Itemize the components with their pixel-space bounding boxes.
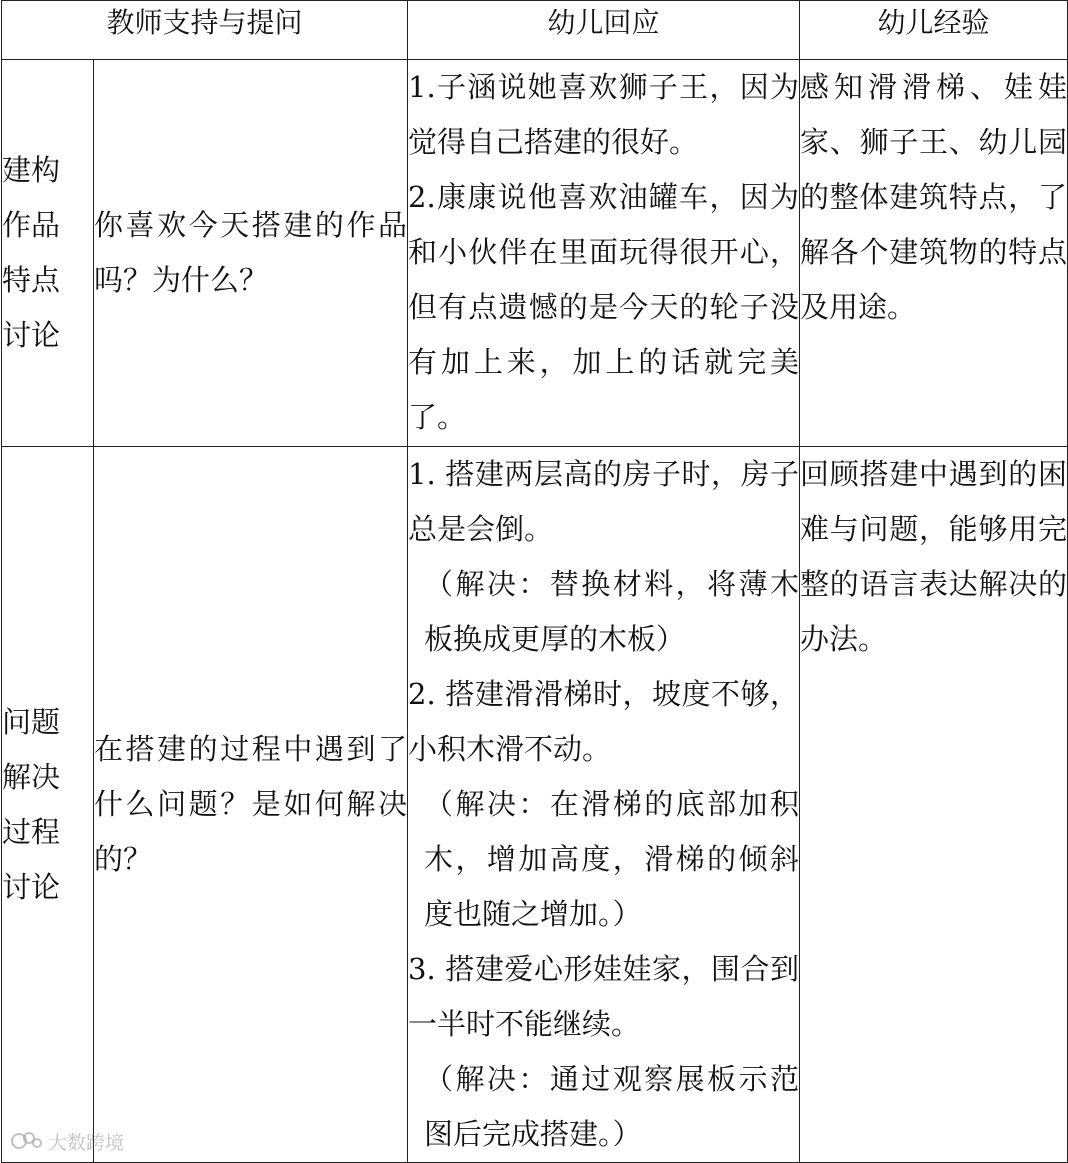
response-item: （解决：在滑梯的底部加积木，增加高度，滑梯的倾斜度也随之增加。） <box>424 787 800 931</box>
topic-line: 讨论 <box>2 318 61 352</box>
header-row <box>2 1 1068 60</box>
child-experience-cell: 回顾搭建中遇到的困难与问题，能够用完整的语言表达解决的办法。 <box>800 447 1068 1163</box>
logo-icon <box>10 1129 44 1153</box>
topic-line: 特点 <box>2 263 61 297</box>
response-item: （解决：替换材料，将薄木板换成更厚的木板） <box>424 567 800 656</box>
response-item: 2.康康说他喜欢油罐车，因为和小伙伴在里面玩得很开心，但有点遗憾的是今天的轮子没有加上来，加上的话就完美了。 <box>408 180 800 434</box>
table-row <box>2 447 1068 1163</box>
header-child-experience: 幼儿经验 <box>800 1 1068 60</box>
topic-line: 作品 <box>2 208 61 242</box>
header-child-responses: 幼儿回应 <box>408 1 800 60</box>
teacher-question-cell: 在搭建的过程中遇到了什么问题？是如何解决的？ <box>94 447 408 1163</box>
topic-line: 讨论 <box>2 869 61 904</box>
topic-line: 解决 <box>2 759 61 794</box>
topic-line: 过程 <box>2 814 61 849</box>
watermark <box>10 1127 124 1155</box>
activity-table <box>1 0 1068 1163</box>
response-item: 3. 搭建爱心形娃娃家，围合到一半时不能继续。 <box>408 952 800 1041</box>
response-item: 2. 搭建滑滑梯时，坡度不够，小积木滑不动。 <box>408 677 800 766</box>
row-topic-cell <box>2 447 94 1163</box>
response-item: 1. 搭建两层高的房子时，房子总是会倒。 <box>408 457 800 546</box>
child-response-cell <box>408 60 800 447</box>
row-topic-cell <box>2 60 94 447</box>
teacher-question-cell: 你喜欢今天搭建的作品吗？为什么？ <box>94 60 408 447</box>
topic-line: 问题 <box>2 704 61 739</box>
response-item: 1.子涵说她喜欢狮子王，因为觉得自己搭建的很好。 <box>408 70 800 159</box>
header-teacher-questions: 教师支持与提问 <box>2 1 408 60</box>
table-row <box>2 60 1068 447</box>
child-response-cell <box>408 447 800 1163</box>
topic-line: 建构 <box>2 153 61 187</box>
watermark-text: 大数跨境 <box>48 1131 125 1154</box>
response-item: （解决：通过观察展板示范图后完成搭建。） <box>424 1062 800 1151</box>
child-experience-cell: 感知滑滑梯、娃娃家、狮子王、幼儿园的整体建筑特点，了解各个建筑物的特点及用途。 <box>800 60 1068 447</box>
